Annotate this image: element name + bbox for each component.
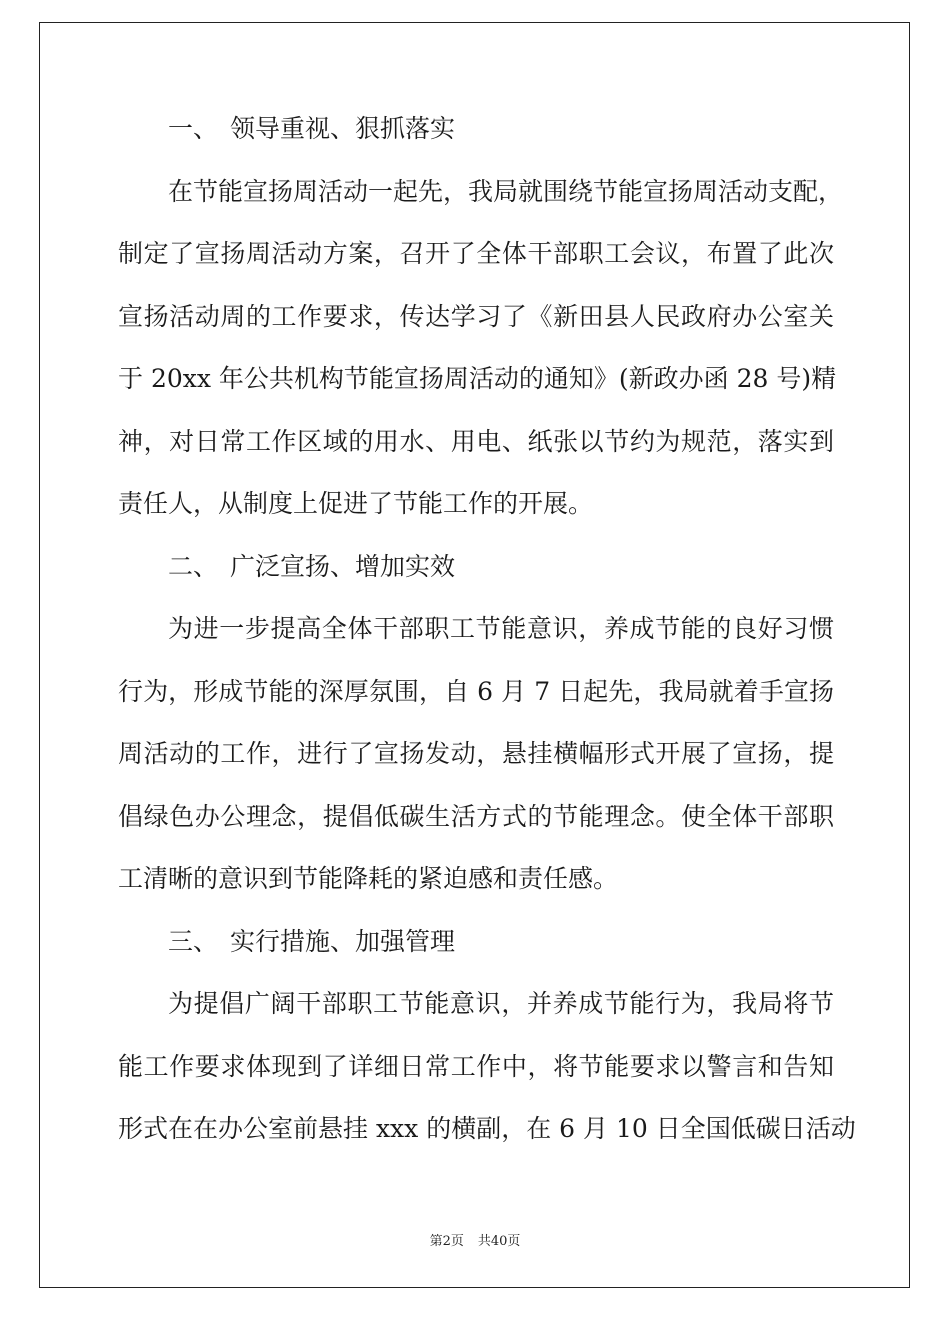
section-number: 二、 — [168, 551, 219, 581]
paragraph-line: 能工作要求体现到了详细日常工作中，将节能要求以警言和告知 — [118, 1051, 834, 1081]
section-number: 三、 — [168, 926, 219, 956]
paragraph-line: 为进一步提高全体干部职工节能意识，养成节能的良好习惯 — [168, 614, 834, 643]
paragraph-line: 为提倡广阔干部职工节能意识，并养成节能行为，我局将节 — [168, 989, 834, 1018]
section-title: 领导重视、狠抓落实 — [230, 114, 456, 143]
paragraph-line: 神，对日常工作区域的用水、用电、纸张以节约为规范，落实到 — [118, 426, 834, 456]
section-number: 一、 — [168, 114, 219, 143]
page-number: 第2页 — [429, 1234, 464, 1249]
section-heading — [118, 911, 834, 974]
page-total: 共40页 — [477, 1234, 521, 1249]
section-heading — [118, 536, 834, 599]
section-heading — [118, 98, 834, 161]
paragraph-line: 制定了宣扬周活动方案，召开了全体干部职工会议，布置了此次 — [118, 239, 834, 268]
section-title: 实行措施、加强管理 — [230, 926, 456, 956]
paragraph-line: 于 20xx 年公共机构节能宣扬周活动的通知》(新政办函 28 号)精 — [118, 364, 837, 393]
section-title: 广泛宣扬、增加实效 — [230, 551, 456, 581]
paragraph-line: 在节能宣扬周活动一起先，我局就围绕节能宣扬周活动支配， — [168, 176, 844, 206]
page-footer — [0, 1230, 950, 1249]
paragraph-line: 形式在在办公室前悬挂 xxx 的横副，在 6 月 10 日全国低碳日活动 — [118, 1114, 856, 1143]
paragraph-line: 倡绿色办公理念，提倡低碳生活方式的节能理念。使全体干部职 — [118, 801, 834, 831]
paragraph-line: 宣扬活动周的工作要求，传达学习了《新田县人民政府办公室关 — [118, 301, 834, 331]
document-body — [118, 98, 856, 1161]
paragraph-line: 工清晰的意识到节能降耗的紧迫感和责任感。 — [118, 864, 619, 893]
paragraph-line: 行为，形成节能的深厚氛围，自 6 月 7 日起先，我局就着手宣扬 — [118, 676, 834, 706]
paragraph-line: 责任人，从制度上促进了节能工作的开展。 — [118, 489, 594, 518]
paragraph-line: 周活动的工作，进行了宣扬发动，悬挂横幅形式开展了宣扬，提 — [118, 739, 834, 768]
